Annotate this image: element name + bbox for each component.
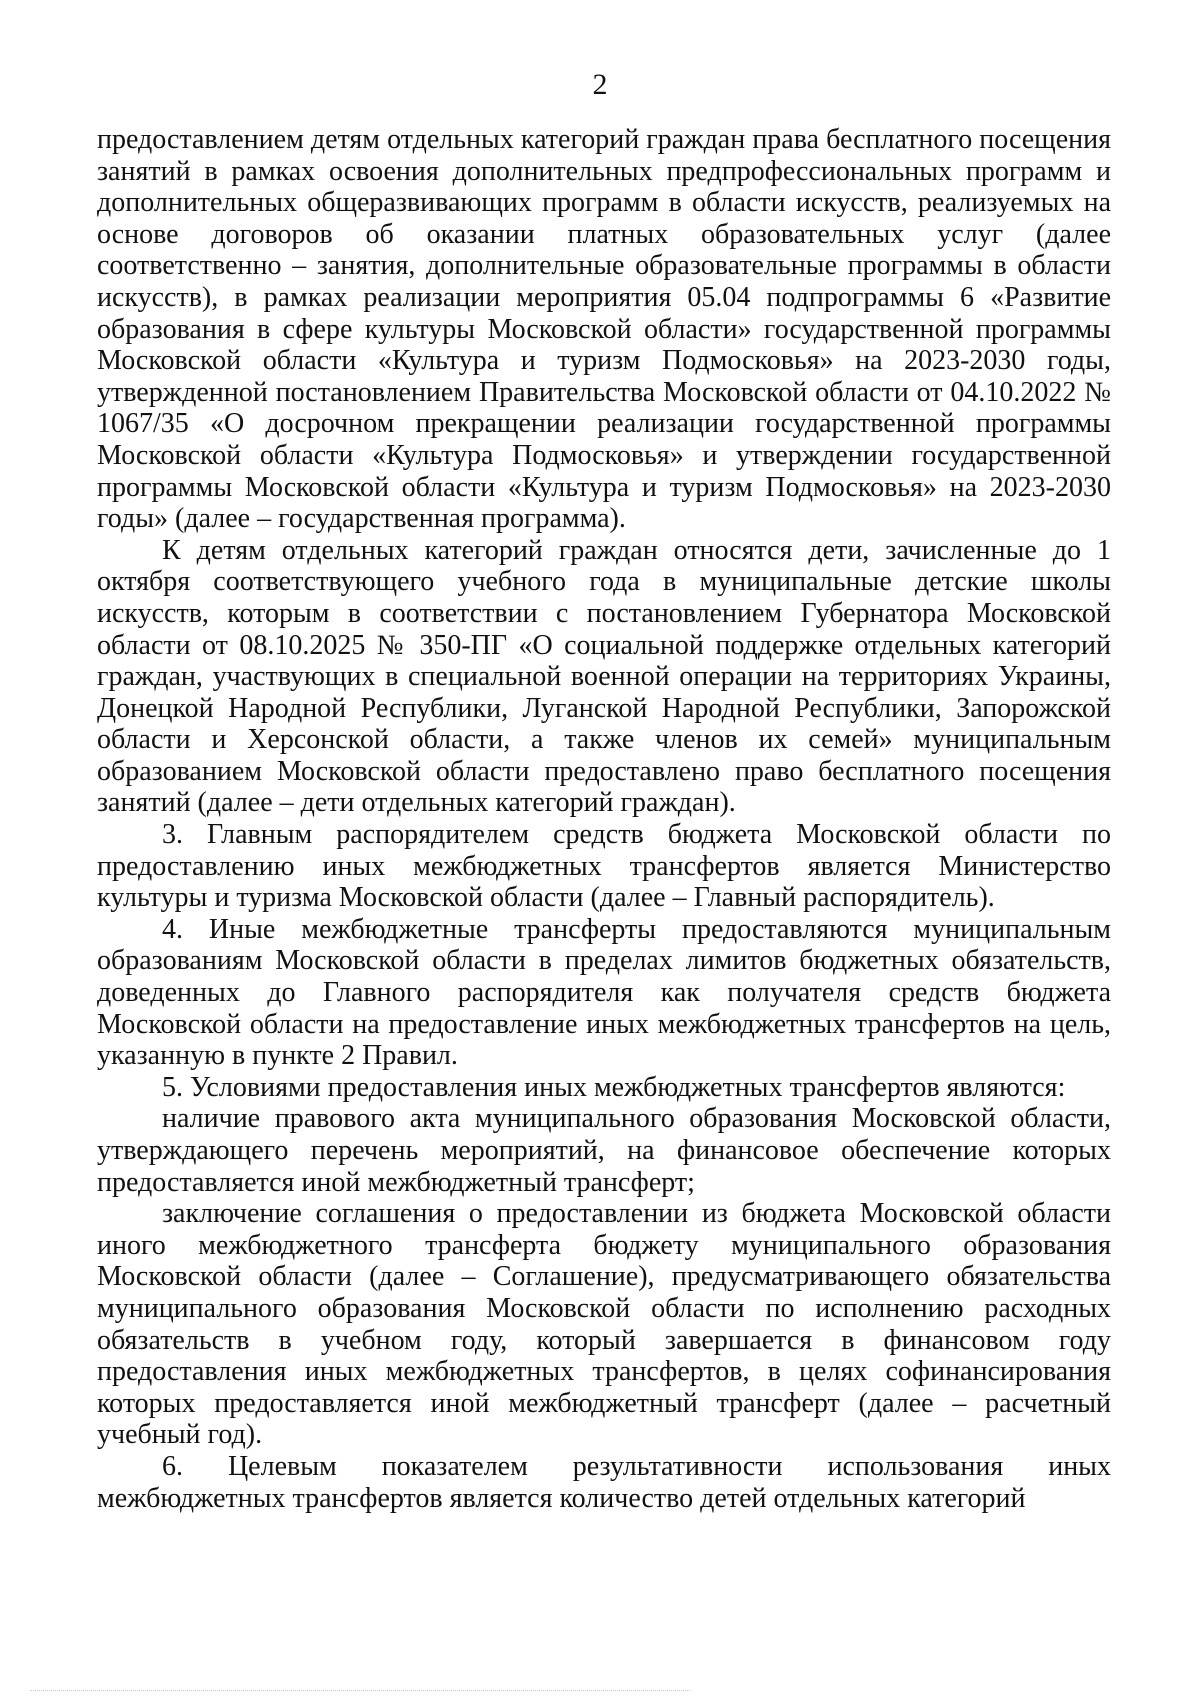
paragraph-item-4: 4. Иные межбюджетные трансферты предоставляются муниципальным образованиям Московской области в пределах лимитов бюджетных обязательств, доведенных до Главного распорядителя как получателя средств бюджета Московской области на предоставление иных межбюджетных трансфертов на цель, указанную в пункте 2 Правил. <box>97 913 1111 1072</box>
paragraph-continuation: предоставлением детям отдельных категорий граждан права бесплатного посещения занятий в рамках освоения дополнительных предпрофессиональных программ и дополнительных общеразвивающих программ в области искусств, реализуемых на основе договоров об оказании платных образовательных услуг (далее соответственно – занятия, дополнительные образовательные программы в области искусств), в рамках реализации мероприятия 05.04 подпрограммы 6 «Развитие образования в сфере культуры Московской области» государственной программы Московской области «Культура и туризм Подмосковья» на 2023-2030 годы, утвержденной постановлением Правительства Московской области от 04.10.2022 № 1067/35 «О досрочном прекращении реализации государственной программы Московской области «Культура Подмосковья» и утверждении государственной программы Московской области «Культура и туризм Подмосковья» на 2023-2030 годы» (далее – государственная программа). <box>97 124 1111 535</box>
page-number: 2 <box>592 68 608 101</box>
scan-edge-artifact <box>30 1690 690 1691</box>
paragraph-item-5: 5. Условиями предоставления иных межбюджетных трансфертов являются: <box>162 1071 1066 1103</box>
paragraph-item-6: 6. Целевым показателем результативности использования иных межбюджетных трансфертов является количество детей отдельных категорий <box>97 1450 1111 1514</box>
paragraph-item-3: 3. Главным распорядителем средств бюджета Московской области по предоставлению иных межбюджетных трансфертов является Министерство культуры и туризма Московской области (далее – Главный распорядитель). <box>97 819 1111 914</box>
paragraph-condition-agreement: заключение соглашения о предоставлении из бюджета Московской области иного межбюджетного трансферта бюджету муниципального образования Московской области (далее – Соглашение), предусматривающего обязательства муниципального образования Московской области по исполнению расходных обязательств в учебном году, который завершается в финансовом году предоставления иных межбюджетных трансфертов, в целях софинансирования которых предоставляется иной межбюджетный трансферт (далее – расчетный учебный год). <box>97 1198 1111 1451</box>
paragraph-condition-legal-act: наличие правового акта муниципального образования Московской области, утверждающего перечень мероприятий, на финансовое обеспечение которых предоставляется иной межбюджетный трансферт; <box>97 1103 1111 1198</box>
document-body <box>97 124 1111 1514</box>
paragraph-children-categories: К детям отдельных категорий граждан относятся дети, зачисленные до 1 октября соответствующего учебного года в муниципальные детские школы искусств, которым в соответствии с постановлением Губернатора Московской области от 08.10.2025 № 350-ПГ «О социальной поддержке отдельных категорий граждан, участвующих в специальной военной операции на территориях Украины, Донецкой Народной Республики, Луганской Народной Республики, Запорожской области и Херсонской области, а также членов их семей» муниципальным образованием Московской области предоставлено право бесплатного посещения занятий (далее – дети отдельных категорий граждан). <box>97 534 1111 819</box>
